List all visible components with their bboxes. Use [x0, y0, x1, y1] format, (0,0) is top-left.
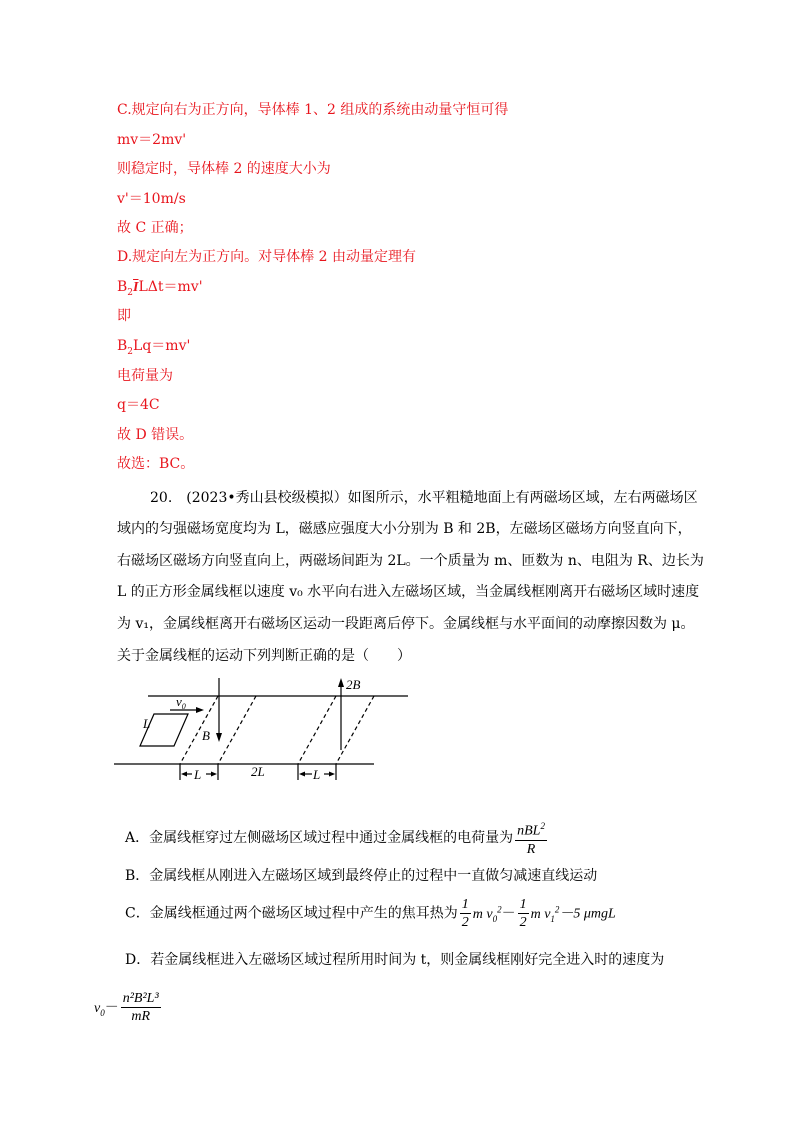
solution-c-rule: C.规定向右为正方向，导体棒 1、2 组成的系统由动量守恒可得: [117, 102, 509, 118]
option-d-numerator: n²B²L³: [122, 991, 159, 1006]
solution-q-equation: q＝4C: [117, 397, 160, 413]
dim-arrow-3: [299, 772, 305, 777]
option-c-minus: －: [501, 905, 516, 922]
solution-d-rule: D.规定向左为正方向。对导体棒 2 由动量定理有: [117, 249, 416, 265]
option-b: B．金属线框从刚进入左磁场区域到最终停止的过程中一直做匀减速直线运动: [125, 868, 598, 884]
field-2b-arrowhead: [338, 678, 344, 687]
solution-charge-text: 电荷量为: [117, 368, 173, 384]
solution-d-conclusion: 故 D 错误。: [117, 427, 194, 443]
charge-sub: 2: [127, 346, 134, 357]
impulse-b: B: [117, 279, 128, 295]
option-d-expression: [94, 990, 163, 1025]
solution-momentum-equation: mv＝2mv': [117, 132, 187, 148]
solution-impulse-equation: [117, 277, 203, 303]
question-stem-line-2: 域内的匀强磁场宽度均为 L，磁感应强度大小分别为 B 和 2B，左磁场区磁场方向竖直向下，: [117, 521, 692, 537]
label-v0: $v_0$: [176, 694, 186, 711]
solution-stable-text: 则稳定时，导体棒 2 的速度大小为: [117, 161, 331, 177]
dim-label-left: L: [194, 767, 202, 782]
option-a-numerator: nBL: [517, 823, 541, 839]
option-d-minus: －: [104, 999, 119, 1016]
option-c-term-1: m $v_0^2$: [472, 903, 502, 924]
field-b-arrowhead: [216, 733, 222, 742]
question-stem-line-3: 右磁场区磁场方向竖直向上，两磁场间距为 2L。一个质量为 m、匝数为 n、电阻为 R、边长为: [117, 553, 704, 569]
option-a-fraction: [515, 818, 547, 858]
question-stem-line-1: 20. (2023•秀山县校级模拟）如图所示，水平粗糙地面上有两磁场区域，左右两磁场区: [150, 490, 698, 506]
impulse-rest: LΔt＝mv': [138, 279, 203, 295]
option-c-half-1: $\frac{1}{2}$: [461, 897, 469, 930]
option-a-denominator: R: [526, 841, 536, 857]
solution-answer: 故选：BC。: [117, 456, 195, 472]
dim-arrow-1: [181, 772, 187, 777]
option-d: D．若金属线框进入左磁场区域过程所用时间为 t，则金属线框刚好完全进入时的速度为: [125, 952, 665, 968]
charge-rest: Lq＝mv': [133, 338, 191, 354]
option-c-tail: －5 μmgL: [559, 906, 616, 922]
question-stem-line-4: L 的正方形金属线框以速度 v₀ 水平向右进入左磁场区域，当金属线框刚离开右磁场区域时速度: [117, 584, 700, 600]
dim-arrow-4: [329, 772, 335, 777]
left-field-boundary-2: [218, 696, 256, 764]
label-2b: 2B: [346, 677, 361, 692]
dim-label-middle: 2L: [251, 764, 265, 779]
label-frame-l: L: [143, 716, 151, 731]
option-d-v0: $v_0$: [94, 1000, 105, 1018]
right-field-boundary-1: [298, 696, 336, 764]
solution-speed-equation: v'＝10m/s: [117, 191, 186, 207]
option-a: [125, 818, 549, 858]
option-d-denominator: mR: [131, 1009, 151, 1024]
dim-label-right: L: [313, 767, 321, 782]
solution-c-conclusion: 故 C 正确；: [117, 220, 193, 236]
velocity-arrowhead: [196, 707, 204, 713]
impulse-average-current: $\overline{I}$: [133, 280, 139, 295]
charge-b: B: [117, 338, 128, 354]
question-stem-line-5: 为 v₁，金属线框离开右磁场区运动一段距离后停下。金属线框与水平面间的动摩擦因数为 μ。: [117, 616, 695, 632]
right-field-boundary-2: [336, 696, 374, 764]
dim-arrow-2: [211, 772, 217, 777]
solution-ji: 即: [117, 308, 131, 324]
impulse-sub: 2: [127, 287, 134, 298]
option-c-text: C．金属线框通过两个磁场区域过程中产生的焦耳热为: [125, 905, 458, 922]
solution-charge-equation: [117, 336, 190, 362]
option-c-half-2: $\frac{1}{2}$: [519, 897, 527, 930]
option-a-numerator-exp: 2: [540, 821, 545, 831]
option-d-fraction: [121, 990, 161, 1025]
option-a-text: A．金属线框穿过左侧磁场区域过程中通过金属线框的电荷量为: [125, 829, 514, 846]
option-c-term-2: m $v_1^2$: [530, 903, 560, 924]
question-stem-line-6: 关于金属线框的运动下列判断正确的是（ ）: [117, 648, 411, 664]
option-c: [125, 896, 616, 931]
label-b: B: [202, 728, 210, 743]
magnetic-field-diagram: [112, 668, 412, 788]
